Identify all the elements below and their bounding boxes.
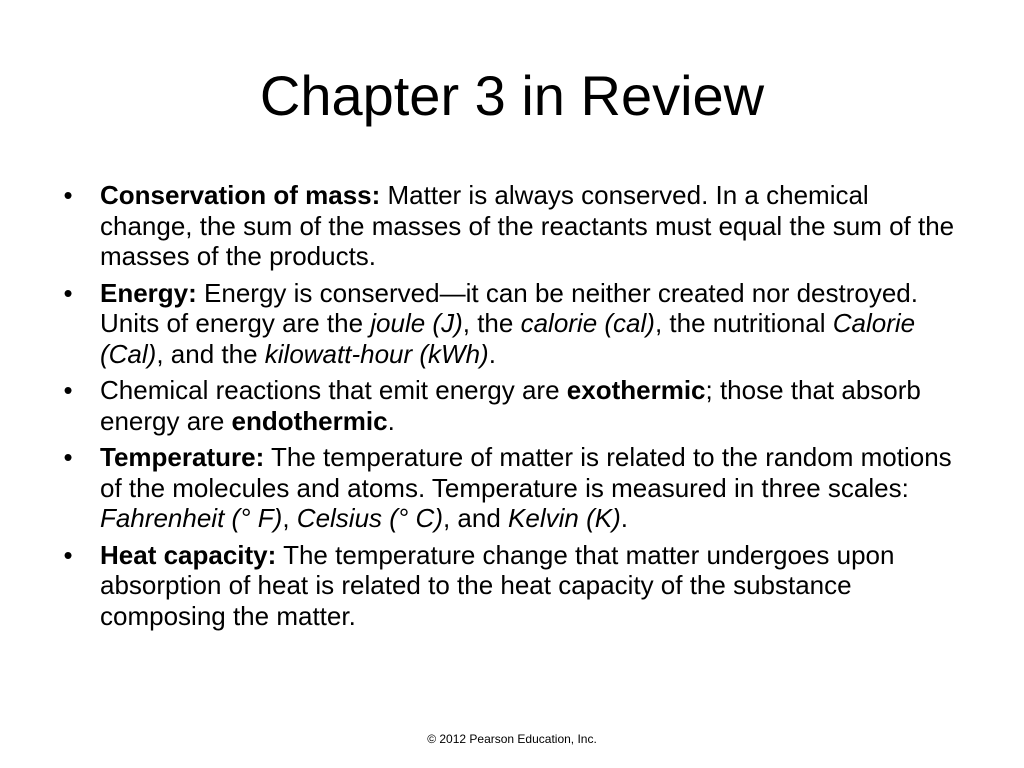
bullet-text: The temperature change that matter undergoes upon absorption of heat is related to the heat capacity of the substance composing the matter. <box>100 539 895 631</box>
unit-calorie: calorie (cal) <box>520 308 655 338</box>
bullet-text: , and <box>442 503 509 533</box>
bullet-text: . <box>620 503 628 533</box>
bullet-text: . <box>488 338 496 369</box>
bullet-icon: • <box>63 180 73 210</box>
scale-fahrenheit: Fahrenheit (° F) <box>100 503 283 533</box>
term-label: Conservation of mass: <box>100 180 381 210</box>
unit-nutritional-calorie: Calorie (Cal) <box>100 308 916 369</box>
bullet-text: . <box>387 405 395 436</box>
bullet-icon: • <box>63 375 73 405</box>
bullet-heat-capacity <box>58 540 958 632</box>
bullet-text: Energy is conserved—it can be neither created nor destroyed. Units of energy are the <box>100 277 918 338</box>
bullet-text: , the nutritional <box>654 308 833 338</box>
bullet-text: , the <box>462 308 521 338</box>
term-exothermic: exothermic <box>566 375 706 405</box>
bullet-text: Chemical reactions that emit energy are <box>100 375 567 405</box>
bullet-text: ; those that absorb energy are <box>100 375 921 436</box>
term-endothermic: endothermic <box>231 405 388 436</box>
scale-celsius: Celsius (° C) <box>296 503 443 533</box>
bullet-conservation-of-mass <box>58 180 958 272</box>
bullet-list <box>58 180 958 637</box>
bullet-icon: • <box>63 442 73 472</box>
bullet-text: Matter is always conserved. In a chemical change, the sum of the masses of the reactants must equal the sum of the masses of the products. <box>100 180 955 271</box>
unit-kilowatt-hour: kilowatt-hour (kWh) <box>264 338 489 369</box>
bullet-temperature <box>58 442 958 534</box>
bullet-energy <box>58 278 958 370</box>
scale-kelvin: Kelvin (K) <box>508 503 621 533</box>
bullet-icon: • <box>63 539 73 570</box>
bullet-text: , and the <box>156 338 265 369</box>
term-label: Heat capacity: <box>100 539 277 570</box>
term-label: Temperature: <box>100 442 265 472</box>
bullet-exo-endothermic <box>58 375 958 436</box>
bullet-text: The temperature of matter is related to the random motions of the molecules and atoms. Temperature is measured in three scales: <box>100 442 952 503</box>
unit-joule: joule (J) <box>370 308 463 338</box>
bullet-icon: • <box>63 277 73 308</box>
copyright-footer: © 2012 Pearson Education, Inc. <box>427 732 597 746</box>
slide-title: Chapter 3 in Review <box>259 64 765 127</box>
bullet-text: , <box>282 503 297 533</box>
term-label: Energy: <box>100 277 197 308</box>
